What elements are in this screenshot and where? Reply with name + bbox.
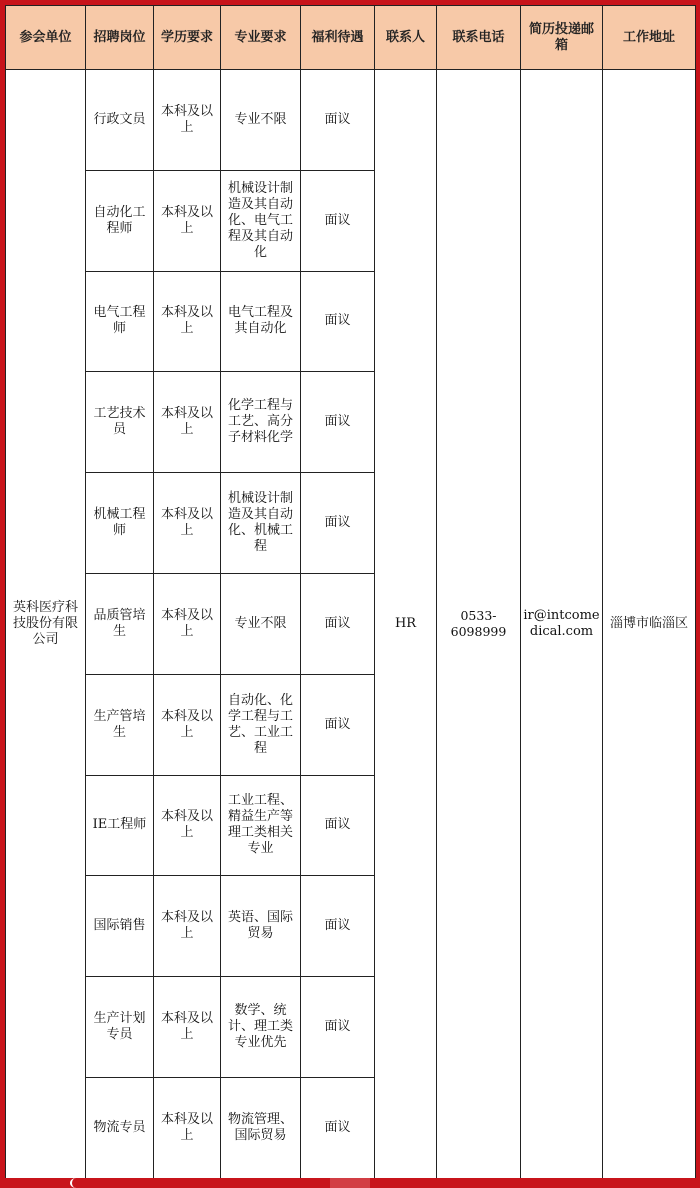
major-cell: 数学、统计、理工类专业优先	[221, 977, 301, 1078]
major-cell: 专业不限	[221, 573, 301, 674]
major-cell: 化学工程与工艺、高分子材料化学	[221, 372, 301, 473]
post-cell: 国际销售	[86, 876, 154, 977]
benefit-cell: 面议	[301, 775, 375, 876]
decorative-arc	[70, 1178, 82, 1188]
header-company: 参会单位	[6, 6, 86, 70]
post-cell: IE工程师	[86, 775, 154, 876]
education-cell: 本科及以上	[154, 1077, 221, 1178]
benefit-cell: 面议	[301, 876, 375, 977]
post-cell: 行政文员	[86, 70, 154, 171]
education-cell: 本科及以上	[154, 473, 221, 574]
major-cell: 专业不限	[221, 70, 301, 171]
table-row	[6, 70, 696, 171]
decorative-band	[330, 1178, 370, 1188]
header-major: 专业要求	[221, 6, 301, 70]
header-education: 学历要求	[154, 6, 221, 70]
header-phone: 联系电话	[437, 6, 521, 70]
major-cell: 自动化、化学工程与工艺、工业工程	[221, 674, 301, 775]
education-cell: 本科及以上	[154, 775, 221, 876]
major-cell: 电气工程及其自动化	[221, 271, 301, 372]
company-cell: 英科医疗科技股份有限公司	[6, 70, 86, 1179]
post-cell: 生产计划专员	[86, 977, 154, 1078]
major-cell: 机械设计制造及其自动化、机械工程	[221, 473, 301, 574]
post-cell: 品质管培生	[86, 573, 154, 674]
benefit-cell: 面议	[301, 1077, 375, 1178]
education-cell: 本科及以上	[154, 573, 221, 674]
post-cell: 电气工程师	[86, 271, 154, 372]
benefit-cell: 面议	[301, 674, 375, 775]
header-post: 招聘岗位	[86, 6, 154, 70]
email-cell[interactable]: ir@intcomedical.com	[521, 70, 603, 1179]
header-address: 工作地址	[603, 6, 696, 70]
benefit-cell: 面议	[301, 170, 375, 271]
education-cell: 本科及以上	[154, 977, 221, 1078]
major-cell: 英语、国际贸易	[221, 876, 301, 977]
post-cell: 工艺技术员	[86, 372, 154, 473]
address-cell: 淄博市临淄区	[603, 70, 696, 1179]
table-header-row	[6, 6, 696, 70]
header-contact: 联系人	[375, 6, 437, 70]
benefit-cell: 面议	[301, 573, 375, 674]
education-cell: 本科及以上	[154, 372, 221, 473]
education-cell: 本科及以上	[154, 674, 221, 775]
benefit-cell: 面议	[301, 473, 375, 574]
benefit-cell: 面议	[301, 372, 375, 473]
recruitment-table	[5, 5, 696, 1179]
post-cell: 物流专员	[86, 1077, 154, 1178]
major-cell: 工业工程、精益生产等理工类相关专业	[221, 775, 301, 876]
contact-cell: HR	[375, 70, 437, 1179]
education-cell: 本科及以上	[154, 70, 221, 171]
major-cell: 物流管理、国际贸易	[221, 1077, 301, 1178]
post-cell: 机械工程师	[86, 473, 154, 574]
post-cell: 自动化工程师	[86, 170, 154, 271]
education-cell: 本科及以上	[154, 170, 221, 271]
major-cell: 机械设计制造及其自动化、电气工程及其自动化	[221, 170, 301, 271]
benefit-cell: 面议	[301, 271, 375, 372]
header-benefit: 福利待遇	[301, 6, 375, 70]
education-cell: 本科及以上	[154, 876, 221, 977]
phone-cell: 0533-6098999	[437, 70, 521, 1179]
post-cell: 生产管培生	[86, 674, 154, 775]
education-cell: 本科及以上	[154, 271, 221, 372]
benefit-cell: 面议	[301, 977, 375, 1078]
benefit-cell: 面议	[301, 70, 375, 171]
header-email: 简历投递邮箱	[521, 6, 603, 70]
